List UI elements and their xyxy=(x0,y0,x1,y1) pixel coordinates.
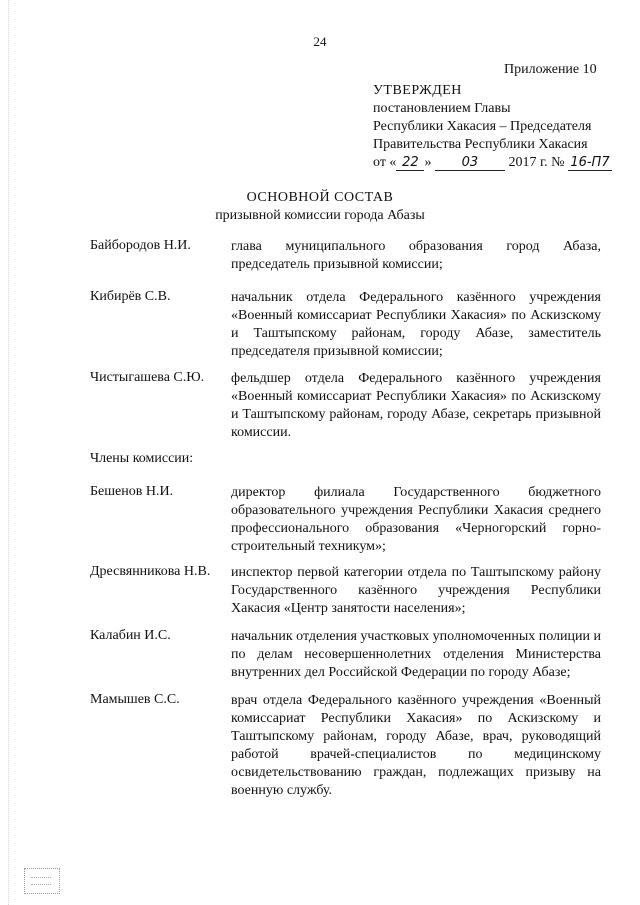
decree-number: 16-П7 xyxy=(568,155,612,171)
committee-member-description: врач отдела Федерального казённого учреждения «Военный комиссариат Республики Хакасия» по Аскизскому и Таштыпскому районам, городу Абазе, врач, руководящий работой врачей-специалистов по медицинскому освидетельствованию граждан, подлежащих призыву на военную службу. xyxy=(231,693,601,798)
date-day: 22 xyxy=(396,155,424,171)
committee-member-name: Дресвянникова Н.В. xyxy=(90,564,211,579)
appendix-label: Приложение 10 xyxy=(504,62,597,77)
member-name: Байбородов Н.И. xyxy=(90,238,191,253)
approval-date-line xyxy=(373,154,612,172)
committee-members-label: Члены комиссии: xyxy=(90,451,194,466)
committee-member-description: директор филиала Государственного бюджетного образовательного учреждения Республики Хакасия среднего профессионального образования «Черногорский горно-строительный техникум»; xyxy=(231,485,601,554)
approval-line-2: Республики Хакасия – Председателя xyxy=(373,119,592,134)
approval-line-3: Правительства Республики Хакасия xyxy=(373,137,588,152)
date-year: 2017 г. № xyxy=(508,155,565,170)
approval-block xyxy=(373,82,612,172)
page-number: 24 xyxy=(313,34,327,49)
title-line-1: ОСНОВНОЙ СОСТАВ xyxy=(246,190,394,205)
approval-line-1: постановлением Главы xyxy=(373,101,511,116)
date-mid: » xyxy=(424,155,432,170)
title-line-2: призывной комиссии города Абазы xyxy=(215,208,425,223)
member-name: Кибирёв С.В. xyxy=(90,289,171,304)
committee-member-name: Мамышев С.С. xyxy=(90,692,180,707)
member-name: Чистыгашева С.Ю. xyxy=(90,370,205,385)
date-prefix: от « xyxy=(373,155,397,170)
document-title xyxy=(0,189,640,225)
member-description: начальник отдела Федерального казённого учреждения «Военный комиссариат Республики Хакасия» по Аскизскому и Таштыпскому районам, городу Абазе, заместитель председателя призывной комиссии; xyxy=(231,290,601,359)
scan-stamp-mark xyxy=(24,868,60,894)
committee-member-description: начальник отделения участковых уполномоченных полиции и по делам несовершеннолетних отделения Министерства внутренних дел Российской Федерации по городу Абазе; xyxy=(231,629,602,680)
date-month: 03 xyxy=(435,155,505,171)
scan-margin-artifact xyxy=(8,0,9,905)
approval-heading: УТВЕРЖДЕН xyxy=(373,83,462,98)
committee-member-description: инспектор первой категории отдела по Таштыпскому району Государственного казённого учреждения Республики Хакасия «Центр занятости населения»; xyxy=(231,565,601,616)
member-description: глава муниципального образования город Абаза, председатель призывной комиссии; xyxy=(231,239,601,272)
committee-member-name: Бешенов Н.И. xyxy=(90,484,174,499)
committee-member-name: Калабин И.С. xyxy=(90,628,171,643)
member-description: фельдшер отдела Федерального казённого учреждения «Военный комиссариат Республики Хакасия» по Аскизскому и Таштыпскому районам, городу Абазе, секретарь призывной комиссии. xyxy=(231,371,601,440)
